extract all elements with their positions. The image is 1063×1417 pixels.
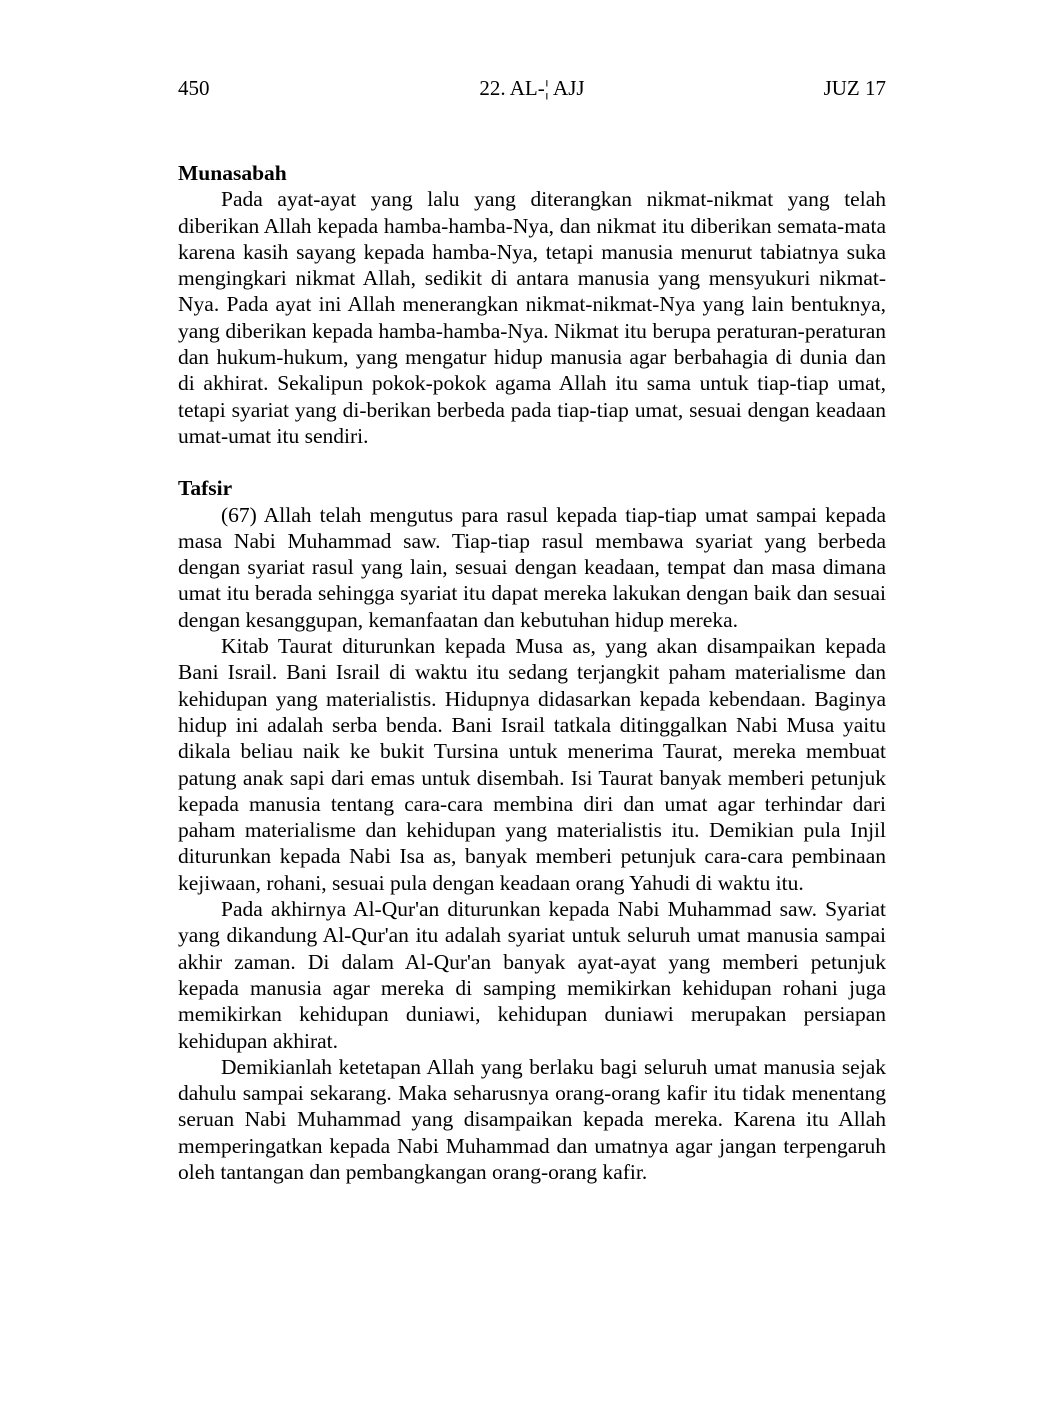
paragraph: Pada akhirnya Al-Qur'an diturunkan kepada Nabi Muhammad saw. Syariat yang dikandung Al-Qur'an itu adalah syariat untuk seluruh umat manusia sampai akhir zaman. Di dalam Al-Qur'an banyak ayat-ayat yang memberi petunjuk kepada manusia agar mereka di samping memikirkan kehidupan rohani juga memikirkan kehidupan duniawi, kehidupan duniawi merupakan persiapan kehidupan akhirat. <box>178 897 886 1053</box>
paragraph: Kitab Taurat diturunkan kepada Musa as, yang akan disampaikan kepada Bani Israil. Bani Israil di waktu itu sedang terjangkit paham materialisme dan kehidupan yang materialistis. Hidupnya didasarkan kepada kebendaan. Baginya hidup ini adalah serba benda. Bani Israil tatkala ditinggalkan Nabi Musa yaitu dikala beliau naik ke bukit Tursina untuk menerima Taurat, mereka membuat patung anak sapi dari emas untuk disembah. Isi Taurat banyak memberi petunjuk kepada manusia tentang cara-cara membina diri dan umat agar terhindar dari paham materialisme dan kehidupan yang materialistis itu. Demikian pula Injil diturunkan kepada Nabi Isa as, banyak memberi petunjuk cara-cara pembinaan kejiwaan, rohani, sesuai pula dengan keadaan orang Yahudi di waktu itu. <box>178 634 886 895</box>
paragraph: (67) Allah telah mengutus para rasul kepada tiap-tiap umat sampai kepada masa Nabi Muhammad saw. Tiap-tiap rasul membawa syariat yang berbeda dengan syariat rasul yang lain, sesuai dengan keadaan, tempat dan masa dimana umat itu berada sehingga syariat itu dapat mereka lakukan dengan baik dan sesuai dengan kesanggupan, kemanfaatan dan kebutuhan hidup mereka. <box>178 502 886 632</box>
page-number: 450 <box>178 76 210 100</box>
paragraph: Pada ayat-ayat yang lalu yang diterangkan nikmat-nikmat yang telah diberikan Allah kepada hamba-hamba-Nya, dan nikmat itu diberikan semata-mata karena kasih sayang kepada hamba-Nya, tetapi manusia menurut tabiatnya suka mengingkari nikmat Allah, sedikit di antara manusia yang mensyukuri nikmat-Nya. Pada ayat ini Allah menerangkan nikmat-nikmat-Nya yang lain bentuknya, yang diberikan kepada hamba-hamba-Nya. Nikmat itu berupa peraturan-peraturan dan hukum-hukum, yang mengatur hidup manusia agar berbahagia di dunia dan di akhirat. Sekalipun pokok-pokok agama Allah itu sama untuk tiap-tiap umat, tetapi syariat yang di-berikan berbeda pada tiap-tiap umat, sesuai dengan keadaan umat-umat itu sendiri. <box>178 187 886 448</box>
book-page <box>178 72 886 1185</box>
juz-label: JUZ 17 <box>823 76 886 100</box>
tafsir-section <box>178 475 886 1185</box>
surah-title: 22. AL-¦ AJJ <box>479 76 585 100</box>
section-heading-tafsir: Tafsir <box>178 476 233 501</box>
section-heading-munasabah: Munasabah <box>178 161 287 185</box>
paragraph: Demikianlah ketetapan Allah yang berlaku bagi seluruh umat manusia sejak dahulu sampai sekarang. Maka seharusnya orang-orang kafir itu tidak menentang seruan Nabi Muhammad yang disampaikan kepada mereka. Karena itu Allah memperingatkan kepada Nabi Muhammad dan umatnya agar jangan terpengaruh oleh tantangan dan pembangkangan orang-orang kafir. <box>178 1054 886 1184</box>
running-header <box>178 72 886 104</box>
munasabah-section <box>178 160 886 449</box>
